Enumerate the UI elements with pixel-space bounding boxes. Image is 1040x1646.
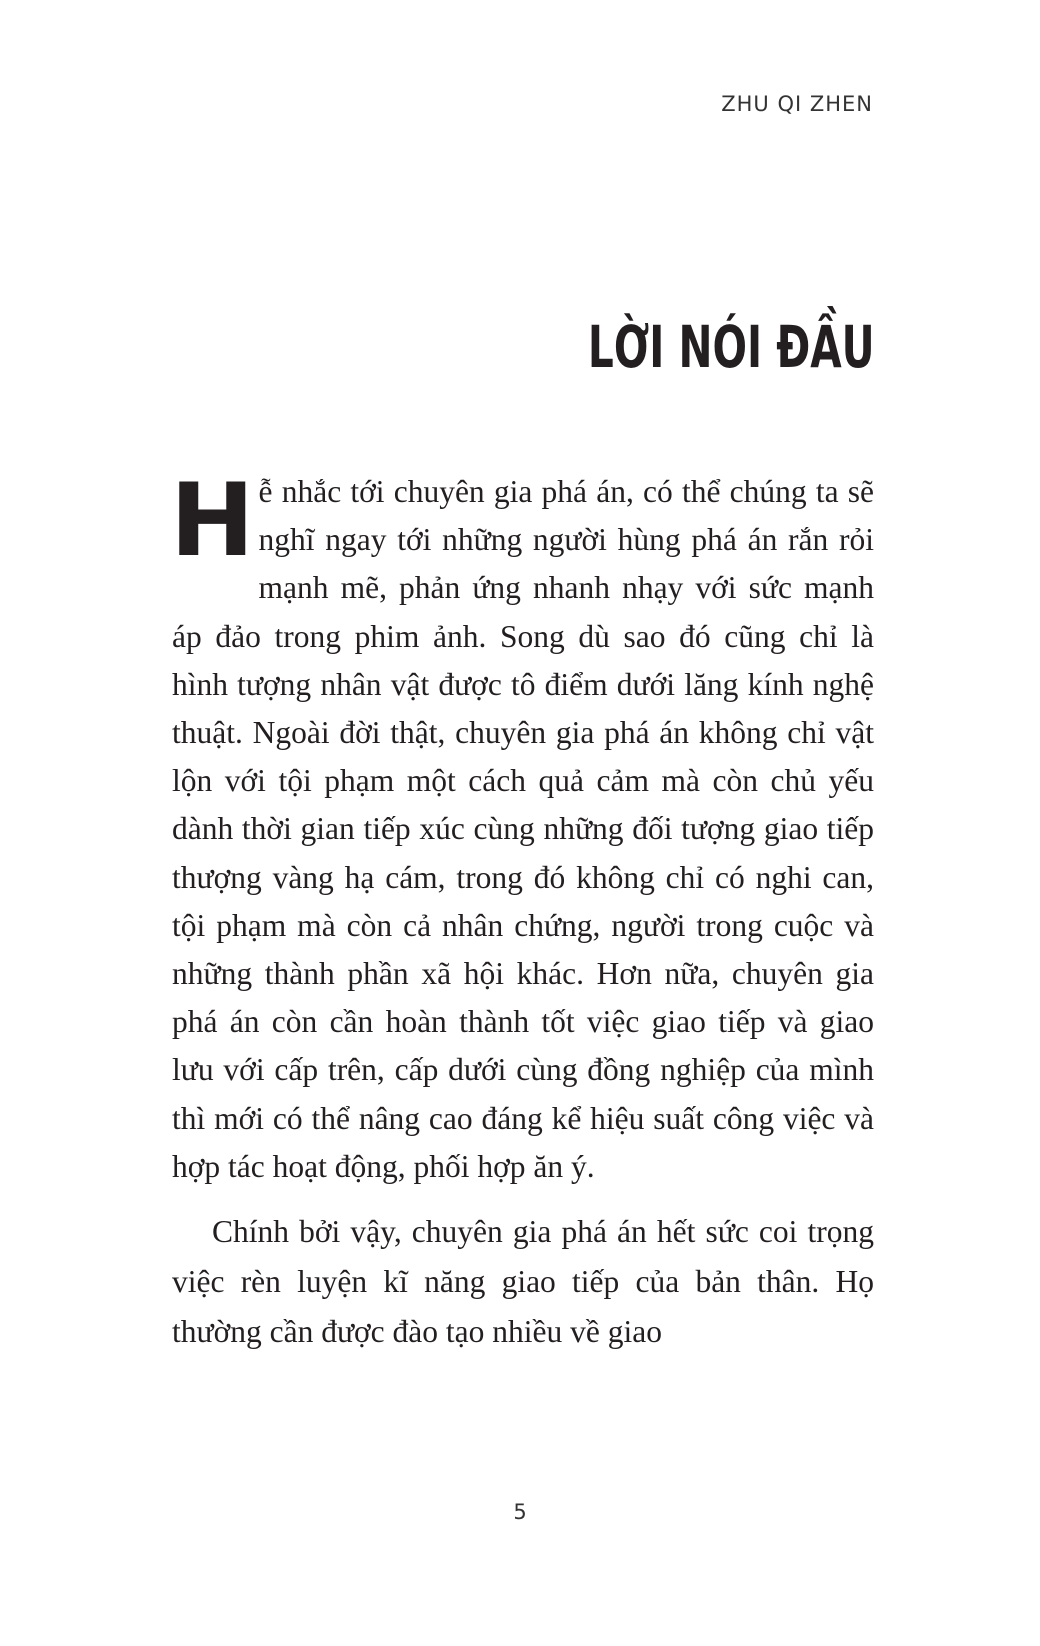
paragraph-1-text: ễ nhắc tới chuyên gia phá án, có thể chúng ta sẽ nghĩ ngay tới những người hùng phá án rắn rỏi mạnh mẽ, phản ứng nhanh nhạy với sức mạnh áp đảo trong phim ảnh. Song dù sao đó cũng chỉ là hình tượng nhân vật được tô điểm dưới lăng kính nghệ thuật. Ngoài đời thật, chuyên gia phá án không chỉ vật lộn với tội phạm một cách quả cảm mà còn chủ yếu dành thời gian tiếp xúc cùng những đối tượng giao tiếp thượng vàng hạ cám, trong đó không chỉ có nghi can, tội phạm mà còn cả nhân chứng, người trong cuộc và những thành phần xã hội khác. Hơn nữa, chuyên gia phá án còn cần hoàn thành tốt việc giao tiếp và giao lưu với cấp trên, cấp dưới cùng đồng nghiệp của mình thì mới có thể nâng cao đáng kể hiệu suất công việc và hợp tác hoạt động, phối hợp ăn ý.: [172, 474, 874, 1184]
drop-cap: H: [170, 461, 255, 579]
body-text: [170, 461, 874, 1357]
page-number: 5: [513, 1500, 527, 1524]
paragraph-1: [170, 461, 874, 1191]
running-header: ZHU QI ZHEN: [721, 92, 873, 116]
paragraph-2: Chính bởi vậy, chuyên gia phá án hết sức coi trọng việc rèn luyện kĩ năng giao tiếp của bản thân. Họ thường cần được đào tạo nhiều về giao: [172, 1214, 874, 1350]
chapter-title: LỜI NÓI ĐẦU: [588, 313, 875, 381]
